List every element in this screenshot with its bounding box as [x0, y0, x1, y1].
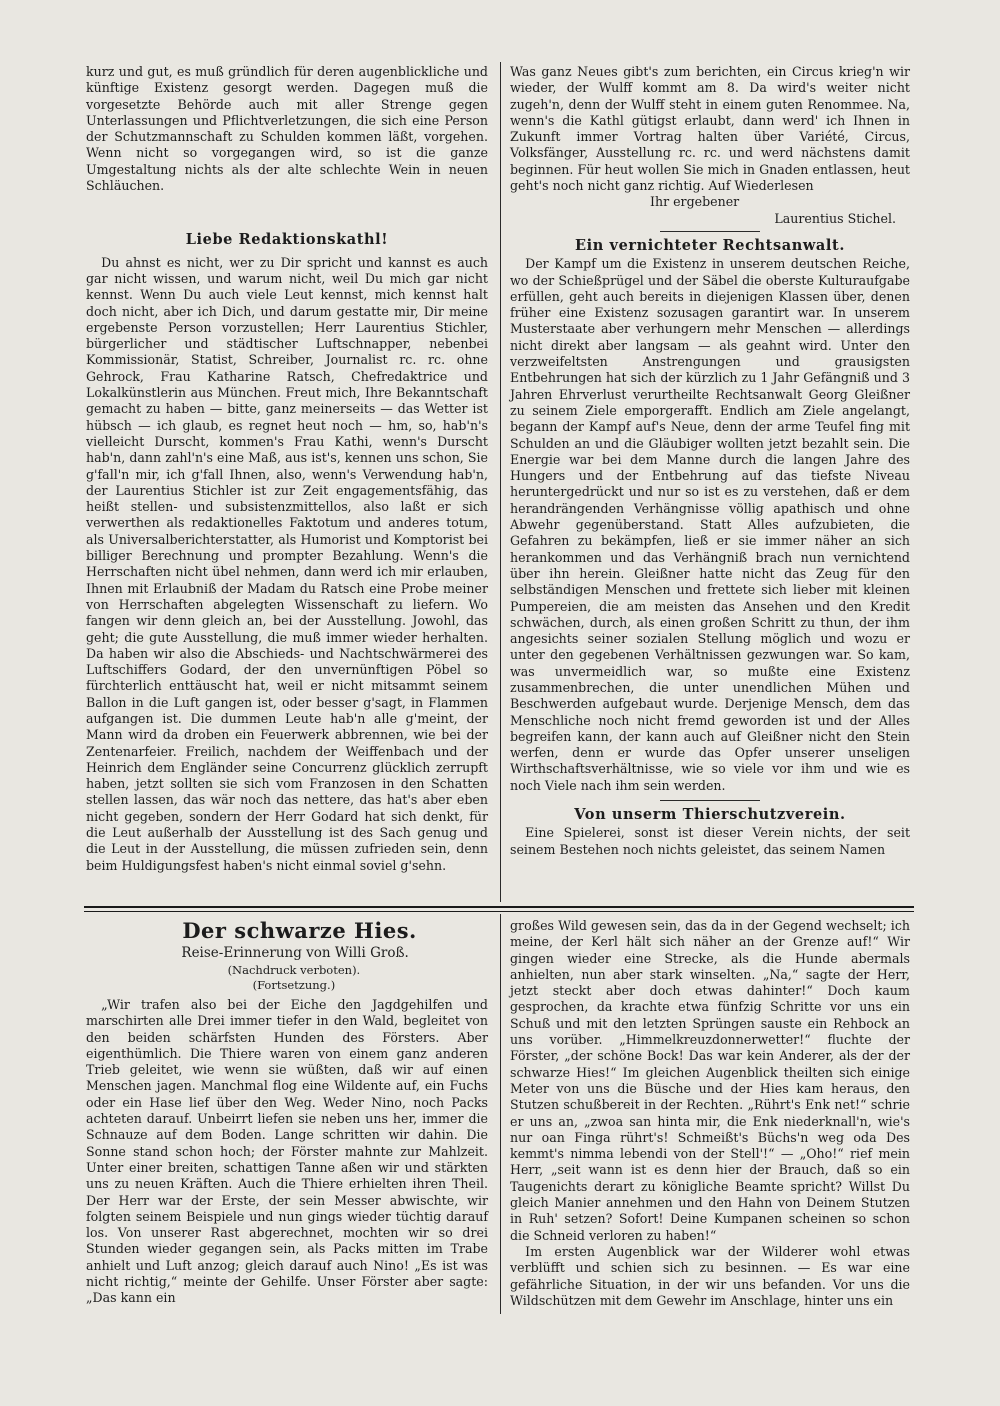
left-top-column [86, 64, 488, 874]
serial-left-text: „Wir trafen also bei der Eiche den Jagdgehilfen und marschirten alle Drei immer tiefer in den Wald, begleitet von den beiden schärfsten Hunden des Försters. Aber eigenthümlich. Die Thiere waren von einem ganz anderen Trieb geleitet, wie wenn sie wüßten, daß wir auf einen Menschen jagen. Manchmal flog eine Wildente auf, ein Fuchs oder ein Hase lief über den Weg. Weder Nino, noch Packs achteten darauf. Unbeirrt liefen sie neben uns her, immer die Schnauze auf dem Boden. Lange schritten wir dahin. Die Sonne stand schon hoch; der Förster mahnte zur Mahlzeit. Unter einer breiten, schattigen Tanne aßen wir und stärkten uns zu neuen Kräften. Auch die Thiere erhielten ihren Theil. Der Herr war der Erste, der sein Messer abwischte, wir folgten seinem Beispiele und nun gings wieder tüchtig darauf los. Von unserer Rast abgerechnet, mochten wir so drei Stunden wieder gegangen sein, als Packs mitten im Trabe anhielt und Luft anzog; gleich darauf auch Nino! „Es ist was nicht richtig,“ meinte der Gehilfe. Unser Förster aber sagte: „Das kann ein [86, 997, 488, 1306]
serial-right-paragraph-1: großes Wild gewesen sein, das da in der Gegend wechselt; ich meine, der Kerl hält sich näher an der Grenze auf!“ Wir gingen wieder eine Strecke, als die Hunde abermals anhielten, nun aber stark winselten. „Na,“ sagte der Herr, jetzt steckt aber doch etwas dahinter!“ Doch kaum gesprochen, da krachte etwa fünfzig Schritte vor uns ein Schuß und mit den letzten Sprüngen sauste ein Rehbock an uns vorüber. „Himmelkreuzdonnerwetter!“ fluchte der Förster, „der schöne Bock! Das war kein Anderer, als der der schwarze Hies!“ Im gleichen Augenblick theilten sich einige Meter von uns die Büsche und der Hies kam heraus, den Stutzen schußbereit in der Rechten. „Rührt's Enk net!“ schrie er uns an, „zwoa san hinta mir, die Enk niederknall'n, wie's nur oan Finga rührt's! Schmeißt's Büchs'n weg oda Des kemmt's nimma lebendi von der Stell'!“ — „Oho!“ rief mein Herr, „seit wann ist es denn hier der Brauch, daß so ein Taugenichts derart zu königliche Beamte spricht? Willst Du gleich Manier annehmen und den Hahn von Deinem Stutzen in Ruh' setzen? Sofort! Deine Kumpanen scheinen so schon die Schneid verloren zu haben!“ [510, 918, 910, 1243]
bottom-column-divider [500, 914, 501, 1314]
serial-left-column [86, 918, 488, 1307]
right-top-column [510, 64, 910, 858]
top-column-divider [500, 62, 501, 902]
serial-title: Der schwarze Hies. [182, 918, 417, 943]
article2-heading: Von unserm Thierschutzverein. [574, 806, 846, 824]
serial-right-paragraph-2: Im ersten Augenblick war der Wilderer wohl etwas verblüfft und schien sich zu besinnen. — Es war eine gefährliche Situation, in der wir uns befanden. Vor uns die Wildschützen mit dem Gewehr im Anschlage, hinter uns ein [510, 1243, 910, 1308]
article1-heading: Ein vernichteter Rechtsanwalt. [575, 236, 845, 254]
continued-paragraph: kurz und gut, es muß gründlich für deren augenblickliche und künftige Existenz gesorgt werden. Dagegen muß die vorgesetzte Behörde auch mit aller Strenge gegen Unterlassungen und Pflichtverletzungen, die sich eine Person der Schutzmannschaft zu Schulden kommen läßt, vorgehen. Wenn nicht so vorgegangen wird, so ist die ganze Umgestaltung nichts als der alte schlechte Wein in neuen Schläuchen. [86, 64, 488, 194]
letter-closing: Ihr ergebener [650, 194, 740, 210]
feuilleton-rule [84, 906, 914, 908]
letter-text: Du ahnst es nicht, wer zu Dir spricht und kannst es auch gar nicht wissen, und warum nicht, weil Du mich gar nicht kennst. Wenn Du auch viele Leut kennst, mich kennst halt doch nicht, aber ich Dich, und darum gestatte mir, Dir meine ergebenste Person vorzustellen; Herr Laurentius Stichler, bürgerlicher und städtischer Luftschnapper, nebenbei Kommissionär, Statist, Schreiber, Journalist rc. rc. ohne Gehrock, Frau Katharine Ratsch, Chefredaktrice und Lokalkünstlerin aus München. Freut mich, Ihre Bekanntschaft gemacht zu haben — bitte, ganz meinerseits — das Wetter ist hübsch — ich glaub, es regnet heut noch — hm, so, hab'n's vielleicht Durscht, kommen's Frau Kathi, wenn's Durscht hab'n, dann zahl'n's eine Maß, aus ist's, kennen uns schon, Sie g'fall'n mir, ich g'fall Ihnen, also, wenn's Verwendung hab'n, der Laurentius Stichler ist zur Zeit engagementsfähig, das heißt stellen- und subsistenzmittellos, also laßt er sich verwerthen als redaktionelles Faktotum und anderes totum, als Universalberichterstatter, als Humorist und Komptorist bei billiger Berechnung und prompter Bezahlung. Wenn's die Herrschaften nicht übel nehmen, dann werd ich mir erlauben, Ihnen mit Erlaubniß der Madam du Ratsch eine Probe meiner von Herrschaften abgelegten Wissenschaft zu liefern. Wo fangen wir denn gleich an, bei der Ausstellung. Jowohl, das geht; die gute Ausstellung, die muß immer wieder herhalten. Da haben wir also die Abschieds- und Nachtschwärmerei des Luftschiffers Godard, der den unvernünftigen Pöbel so fürchterlich enttäuscht hat, weil er nicht mitsammt seinem Ballon in die Luft gangen ist, oder besser g'sagt, in Flammen aufgangen ist. Die dummen Leute hab'n alle g'meint, der Mann wird da droben ein Feuerwerk abbrennen, wie bei der Zentenarfeier. Freilich, nachdem der Weiffenbach und der Heinrich dem Engländer seine Concurrenz glücklich zerrupft haben, jetzt sollten sie sich vom Franzosen in den Schatten stellen lassen, das wär noch das nettere, das hat's aber eben nicht gegeben, sondern der Herr Godard hat sich denkt, für die Leut außerhalb der Ausstellung ist des Sach genug und die Leut in der Ausstellung, die müssen zufrieden sein, denn beim Huldigungsfest haben's nicht einmal soviel g'sehn. [86, 254, 488, 873]
feuilleton-rule-thin [84, 911, 914, 912]
reprint-notice: (Nachdruck verboten). [227, 963, 361, 977]
article2-text: Eine Spielerei, sonst ist dieser Verein nichts, der seit seinem Bestehen noch nichts geleistet, das seinem Namen [510, 825, 910, 857]
serial-subtitle: Reise-Erinnerung von Willi Groß. [181, 945, 409, 961]
letter-signature: Laurentius Stichel. [774, 210, 896, 226]
letter-continued: Was ganz Neues gibt's zum berichten, ein Circus krieg'n wir wieder, der Wulff kommt am 8. Da wird's weiter nicht zugeh'n, denn der Wulff steht in einem guten Renommee. Na, wenn's die Kathl gütigst erlaubt, dann werd' ich Ihnen in Zukunft immer Vortrag halten über Variété, Circus, Volksfänger, Ausstellung rc. rc. und werd nächstens damit beginnen. Für heut wollen Sie mich in Gnaden entlassen, heut geht's noch nicht ganz richtig. Auf Wiederlesen [510, 64, 910, 194]
continuation-notice: (Fortsetzung.) [252, 978, 336, 992]
letter-heading: Liebe Redaktionskathl! [185, 231, 389, 249]
serial-right-column [510, 918, 910, 1309]
article1-text: Der Kampf um die Existenz in unserem deutschen Reiche, wo der Schießprügel und der Säbel die oberste Kulturaufgabe erfüllen, geht auch bereits in diejenigen Klassen über, denen früher eine Existenz sozusagen garantirt war. In unserem Musterstaate aber verhungern mehr Menschen — allerdings nicht direkt aber langsam — als geahnt wird. Unter den verzweifeltsten Anstrengungen und grausigsten Entbehrungen hat sich der kürzlich zu 1 Jahr Gefängniß und 3 Jahren Ehrverlust verurtheilte Rechtsanwalt Georg Gleißner zu seinem Ziele emporgerafft. Endlich am Ziele angelangt, begann der Kampf auf's Neue, denn der arme Teufel fing mit Schulden an und die Gläubiger wollten jetzt bezahlt sein. Die Energie war bei dem Manne durch die langen Jahre des Hungers und der Entbehrung auf das tiefste Niveau heruntergedrückt und nur so ist es zu verstehen, daß er dem herandrängenden Verhängnisse völlig apathisch und ohne Abwehr gegenüberstand. Statt Alles aufzubieten, die Gefahren zu bekämpfen, ließ er sie immer näher an sich herankommen und das Verhängniß brach nun vernichtend über ihn herein. Gleißner hatte nicht das Zeug für den selbständigen Menschen und frettete sich lieber mit kleinen Pumpereien, die am meisten das Ansehen und den Kredit schwächen, durch, als einen großen Schritt zu thun, der ihm angesichts seiner sozialen Stellung möglich und wozu er unter den gegebenen Verhältnissen gezwungen war. So kam, was unvermeidlich war, so mußte eine Existenz zusammenbrechen, die unter unendlichen Mühen und Beschwerden aufgebaut wurde. Derjenige Mensch, dem das Menschliche noch nicht fremd geworden ist und der Alles begreifen kann, der kann auch auf Gleißner nicht den Stein werfen, denn er wurde das Opfer unserer unseligen Wirthschaftsverhältnisse, wie so viele vor ihm und wie es noch Viele nach ihm sein werden. [510, 256, 910, 793]
